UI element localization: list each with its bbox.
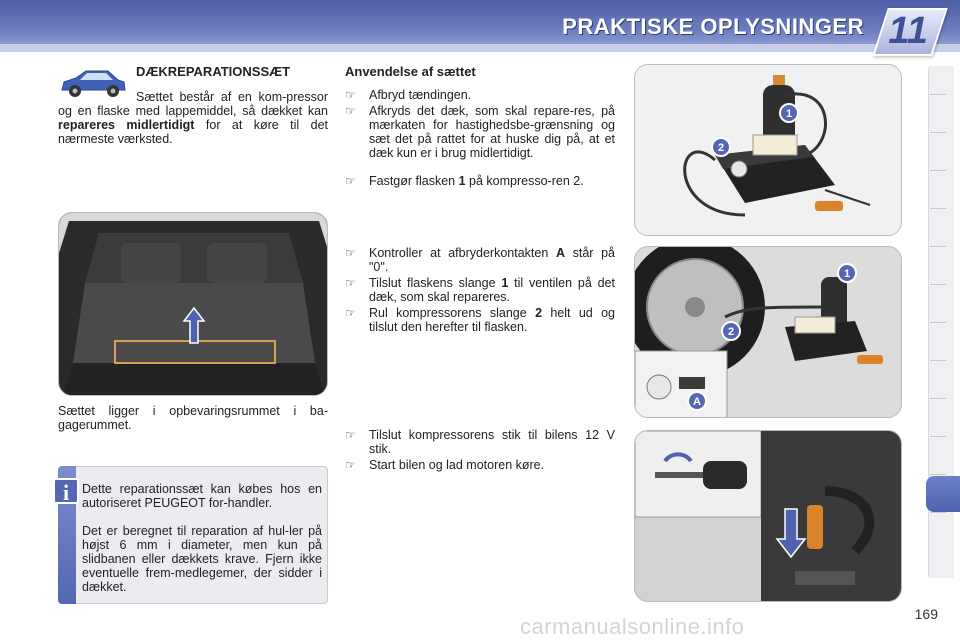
tab-divider <box>930 360 946 361</box>
tab-divider <box>930 246 946 247</box>
step-plug-in-12v <box>345 428 615 456</box>
plug-start-drawing <box>635 431 902 602</box>
step-text: Rul kompressorens slange <box>369 306 536 320</box>
figure-compressor-bottle <box>634 64 902 236</box>
step-text: Fastgør flasken <box>369 174 459 188</box>
step-check-switch <box>345 246 615 274</box>
intro-text-1: Sættet består af en kom-pressor og en flaske med lappemiddel, så dækket kan <box>58 90 328 118</box>
tab-divider <box>930 322 946 323</box>
page-number: 169 <box>914 606 938 622</box>
active-chapter-tab[interactable] <box>926 476 960 512</box>
intro-paragraph <box>58 90 328 146</box>
header-underline <box>0 44 960 52</box>
step-text: Kontroller at afbryderkontakten <box>369 246 556 260</box>
intro-text-bold: repareres midlertidigt <box>58 118 195 132</box>
figure-plug-and-start <box>634 430 902 602</box>
hand-pointer-icon: ☞ <box>345 246 356 260</box>
hand-pointer-icon: ☞ <box>345 88 356 102</box>
hand-pointer-icon: ☞ <box>345 174 356 188</box>
step-text: Afkryds det dæk, som skal repare-res, på mærkaten for hastighedsbe-grænsning og sæt det på rattet for at huske dig på, at et dæk kun er i brug midlertidigt. <box>369 104 615 160</box>
step-attach-bottle <box>345 174 615 188</box>
info-paragraph-2: Det er beregnet til reparation af hul-ler på højst 6 mm i diameter, men kun på slidbanen eller dækkets krave. Fjern ikke eventuelle frem-medlegemer, der sidder i dækket. <box>82 524 322 594</box>
step-text: Tilslut kompressorens stik til bilens 12 V stik. <box>369 428 615 456</box>
tab-divider <box>930 94 946 95</box>
step-text: står på "0". <box>369 246 616 274</box>
step-text: Tilslut flaskens slange <box>369 276 502 290</box>
hand-pointer-icon: ☞ <box>345 428 356 442</box>
tab-divider <box>930 132 946 133</box>
step-text: til ventilen på det dæk, som skal repareres. <box>369 276 615 304</box>
figure-label-2: 2 <box>727 326 735 338</box>
kit-location-text: Sættet ligger i opbevaringsrummet i ba-gagerummet. <box>58 404 328 432</box>
tyre-connection-drawing <box>635 247 902 418</box>
tab-divider <box>930 398 946 399</box>
step-text: Start bilen og lad motoren køre. <box>369 458 545 472</box>
hand-pointer-icon: ☞ <box>345 276 356 290</box>
step-mark-tyre-label <box>345 104 615 160</box>
step-text: på kompresso-ren 2. <box>465 174 584 188</box>
tab-divider <box>930 474 946 475</box>
trunk-drawing <box>59 213 328 396</box>
step-switch-off-ignition <box>345 88 615 102</box>
trunk-illustration <box>58 212 328 396</box>
figure-label-1: 1 <box>785 108 793 120</box>
figure-label-a: A <box>693 396 701 408</box>
step-start-engine <box>345 458 615 472</box>
step-text: Afbryd tændingen. <box>369 88 472 102</box>
chapter-number: 11 <box>888 10 928 52</box>
step-text: helt ud og tilslut den herefter til flasken. <box>369 306 615 334</box>
step-ref: 1 <box>501 276 509 290</box>
hand-pointer-icon: ☞ <box>345 104 356 118</box>
step-ref: A <box>555 246 565 260</box>
step-connect-bottle-hose <box>345 276 615 304</box>
tab-divider <box>930 436 946 437</box>
tab-divider <box>930 512 946 513</box>
tab-divider <box>930 170 946 171</box>
hand-pointer-icon: ☞ <box>345 458 356 472</box>
intro-text-2: for at køre til det nærmeste værksted. <box>58 118 329 146</box>
step-ref: 1 <box>458 174 466 188</box>
compressor-drawing <box>635 65 902 236</box>
info-icon: i <box>53 478 79 504</box>
info-paragraph-1: Dette reparationssæt kan købes hos en autoriseret PEUGEOT for-handler. <box>82 482 322 510</box>
watermark: carmanualsonline.info <box>520 614 745 639</box>
section-title-usage: Anvendelse af sættet <box>345 64 476 79</box>
tab-divider <box>930 208 946 209</box>
figure-connect-tyre <box>634 246 902 418</box>
step-ref: 2 <box>535 306 543 320</box>
hand-pointer-icon: ☞ <box>345 306 356 320</box>
section-title-repair-kit: DÆKREPARATIONSSÆT <box>136 64 291 79</box>
tab-divider <box>930 284 946 285</box>
step-unroll-compressor-hose <box>345 306 615 334</box>
chapter-title: PRAKTISKE OPLYSNINGER <box>562 14 864 39</box>
figure-label-2: 2 <box>717 142 725 154</box>
figure-label-1: 1 <box>843 268 851 280</box>
